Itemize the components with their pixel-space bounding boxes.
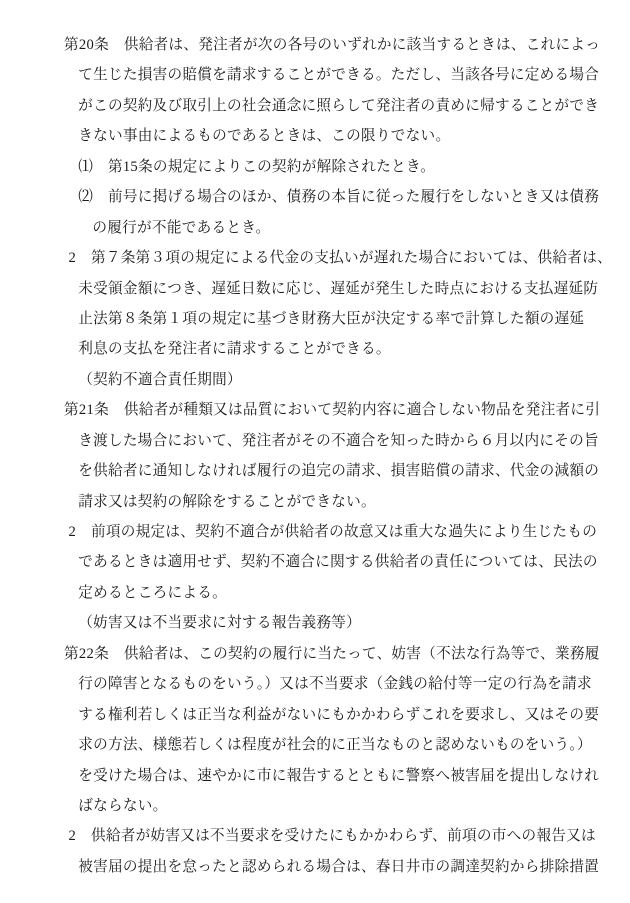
text-line: 求の方法、様態若しくは程度が社会的に正当なものと認めないものをいう。） bbox=[78, 737, 592, 754]
text-line: ⑵ 前号に掲げる場合のほか、債務の本旨に従った履行をしないとき又は債務 bbox=[78, 189, 600, 206]
text-line: 第21条 供給者が種類又は品質において契約内容に適合しない物品を発注者に引 bbox=[64, 402, 601, 419]
paragraph-article-20-para-2 bbox=[64, 243, 612, 365]
text-line: 利息の支払を発注者に請求することができる。 bbox=[78, 341, 391, 358]
text-line: 未受領金額につき、遅延日数に応じ、遅延が発生した時点における支払遅延防 bbox=[78, 280, 599, 297]
text-line: きない事由によるものであるときは、この限りでない。 bbox=[78, 128, 451, 145]
text-line: であるときは適用せず、契約不適合に関する供給者の責任については、民法の bbox=[78, 554, 598, 571]
text-line: の履行が不能であるとき。 bbox=[92, 219, 271, 236]
text-line: 第22条 供給者は、この契約の履行に当たって、妨害（不法な行為等で、業務履 bbox=[64, 645, 600, 662]
text-line: 2 第７条第３項の規定による代金の支払いが遅れた場合においては、供給者は、 bbox=[68, 250, 612, 267]
article-article-22 bbox=[64, 639, 600, 822]
text-line: ばならない。 bbox=[78, 797, 168, 814]
text-line: がこの契約及び取引上の社会通念に照らして発注者の責めに帰することができ bbox=[78, 97, 600, 114]
text-line: ⑴ 第15条の規定によりこの契約が解除されたとき。 bbox=[78, 158, 436, 175]
text-line: 2 前項の規定は、契約不適合が供給者の故意又は重大な過失により生じたもの bbox=[68, 524, 598, 540]
paragraph-article-22-para-2 bbox=[64, 821, 600, 882]
article-article-20 bbox=[64, 30, 601, 152]
text-line: き渡した場合において、発注者がその不適合を知った時から６月以内にその旨 bbox=[78, 432, 599, 449]
text-line: を供給者に通知しなければ履行の追完の請求、損害賠償の請求、代金の減額の bbox=[78, 463, 600, 480]
text-line: 止法第８条第１項の規定に基づき財務大臣が決定する率で計算した額の遅延 bbox=[78, 310, 585, 327]
text-line: 定めるところによる。 bbox=[78, 584, 228, 601]
item-article-20-item-2 bbox=[64, 182, 600, 243]
text-line: 行の障害となるものをいう。）又は不当要求（金銭の給付等一定の行為を請求 bbox=[78, 676, 592, 693]
text-line: （妨害又は不当要求に対する報告義務等） bbox=[78, 615, 362, 632]
text-line: を受けた場合は、速やかに市に報告するとともに警察へ被害届を提出しなけれ bbox=[78, 767, 600, 784]
text-line: て生じた損害の賠償を請求することができる。ただし、当該各号に定める場合 bbox=[78, 67, 600, 84]
article-article-21 bbox=[64, 395, 601, 517]
item-article-20-item-1 bbox=[64, 152, 570, 182]
text-line: （契約不適合責任期間） bbox=[78, 371, 242, 388]
text-line: 請求又は契約の解除をすることができない。 bbox=[78, 493, 376, 510]
text-line: 第20条 供給者は、発注者が次の各号のいずれかに該当するときは、これによっ bbox=[64, 37, 601, 53]
paragraph-article-21-para-2 bbox=[64, 517, 598, 608]
document-text-column bbox=[64, 30, 612, 882]
heading-heading-article-21 bbox=[64, 365, 570, 395]
heading-heading-article-22 bbox=[64, 608, 570, 638]
text-line: する権利若しくは正当な利益がないにもかかわらずこれを要求し、又はその要 bbox=[78, 706, 600, 723]
text-line: 2 供給者が妨害又は不当要求を受けたにもかかわらず、前項の市への報告又は bbox=[68, 828, 596, 845]
text-line: 被害届の提出を怠ったと認められる場合は、春日井市の調達契約から排除措置 bbox=[78, 858, 600, 875]
